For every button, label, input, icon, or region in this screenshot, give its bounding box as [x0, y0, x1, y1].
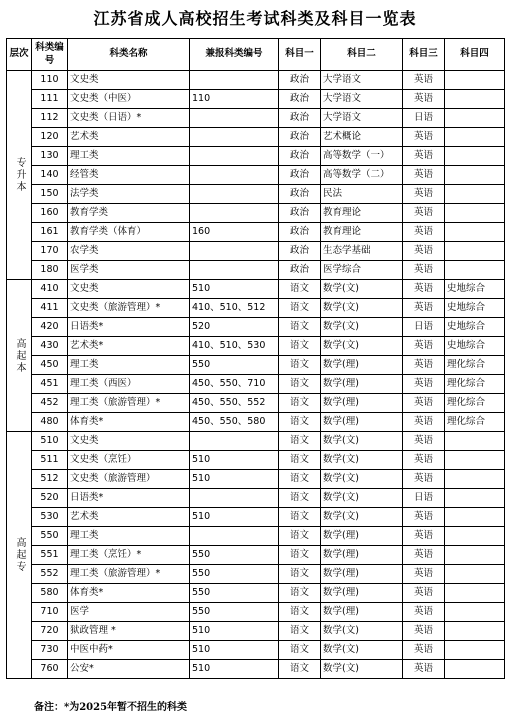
- table-cell: [445, 147, 505, 166]
- table-cell: 理工类: [68, 356, 190, 375]
- table-cell: 中医中药*: [68, 641, 190, 660]
- table-cell: 510: [190, 660, 279, 679]
- table-cell: 教育理论: [321, 223, 403, 242]
- table-cell: 文史类（日语）*: [68, 109, 190, 128]
- table-cell: 170: [32, 242, 68, 261]
- table-cell: 110: [32, 71, 68, 90]
- table-cell: 180: [32, 261, 68, 280]
- table-cell: 理化综合: [445, 394, 505, 413]
- table-cell: 政治: [279, 166, 321, 185]
- table-cell: 语文: [279, 603, 321, 622]
- table-cell: 英语: [403, 242, 445, 261]
- table-cell: 语文: [279, 394, 321, 413]
- table-cell: 数学(文): [321, 299, 403, 318]
- table-cell: 480: [32, 413, 68, 432]
- table-cell: 体育类*: [68, 413, 190, 432]
- table-row: [7, 394, 505, 413]
- table-cell: [445, 660, 505, 679]
- table-cell: 英语: [403, 185, 445, 204]
- table-cell: 英语: [403, 223, 445, 242]
- table-cell: 语文: [279, 299, 321, 318]
- table-cell: 数学(文): [321, 451, 403, 470]
- table-cell: 生态学基础: [321, 242, 403, 261]
- table-cell: 430: [32, 337, 68, 356]
- table-cell: 英语: [403, 375, 445, 394]
- table-cell: 112: [32, 109, 68, 128]
- table-cell: 550: [190, 584, 279, 603]
- table-cell: 数学(文): [321, 280, 403, 299]
- table-cell: 550: [190, 565, 279, 584]
- table-cell: 数学(理): [321, 356, 403, 375]
- table-row: [7, 660, 505, 679]
- table-cell: 数学(文): [321, 432, 403, 451]
- header-cell: 科目一: [279, 39, 321, 71]
- table-row: [7, 603, 505, 622]
- table-cell: 教育学类（体育）: [68, 223, 190, 242]
- table-cell: 510: [190, 470, 279, 489]
- table-cell: 语文: [279, 565, 321, 584]
- table-cell: 语文: [279, 660, 321, 679]
- table-cell: 512: [32, 470, 68, 489]
- table-cell: 语文: [279, 356, 321, 375]
- table-cell: 数学(文): [321, 337, 403, 356]
- table-cell: 政治: [279, 128, 321, 147]
- table-cell: 语文: [279, 432, 321, 451]
- table-cell: 艺术类*: [68, 337, 190, 356]
- table-cell: 英语: [403, 147, 445, 166]
- table-cell: 文史类（旅游管理）: [68, 470, 190, 489]
- table-row: [7, 128, 505, 147]
- table-cell: 140: [32, 166, 68, 185]
- table-row: [7, 565, 505, 584]
- table-cell: 510: [190, 622, 279, 641]
- table-cell: 语文: [279, 337, 321, 356]
- table-cell: 730: [32, 641, 68, 660]
- table-cell: 语文: [279, 622, 321, 641]
- table-cell: 550: [32, 527, 68, 546]
- table-cell: 政治: [279, 261, 321, 280]
- table-cell: [445, 546, 505, 565]
- header-cell: 科类编号: [32, 39, 68, 71]
- table-row: [7, 470, 505, 489]
- table-cell: 大学语文: [321, 90, 403, 109]
- table-cell: 理工类（西医）: [68, 375, 190, 394]
- table-cell: 英语: [403, 261, 445, 280]
- table-cell: 710: [32, 603, 68, 622]
- table-row: [7, 508, 505, 527]
- table-cell: 理化综合: [445, 375, 505, 394]
- table-cell: 英语: [403, 546, 445, 565]
- table-cell: 语文: [279, 584, 321, 603]
- table-cell: [190, 185, 279, 204]
- table-row: [7, 109, 505, 128]
- table-cell: 理工类（烹饪）*: [68, 546, 190, 565]
- table-cell: 公安*: [68, 660, 190, 679]
- table-cell: 450: [32, 356, 68, 375]
- table-row: [7, 584, 505, 603]
- table-cell: 理工类: [68, 147, 190, 166]
- table-cell: 160: [32, 204, 68, 223]
- table-cell: 高等数学（二）: [321, 166, 403, 185]
- table-cell: 文史类（中医）: [68, 90, 190, 109]
- table-cell: 数学(文): [321, 622, 403, 641]
- table-cell: 民法: [321, 185, 403, 204]
- table-cell: 语文: [279, 641, 321, 660]
- table-cell: 510: [190, 280, 279, 299]
- table-cell: 数学(理): [321, 394, 403, 413]
- table-cell: 文史类（旅游管理）*: [68, 299, 190, 318]
- table-cell: 英语: [403, 432, 445, 451]
- table-cell: 450、550、580: [190, 413, 279, 432]
- table-cell: 教育理论: [321, 204, 403, 223]
- table-cell: 政治: [279, 147, 321, 166]
- table-cell: [190, 527, 279, 546]
- table-cell: 史地综合: [445, 299, 505, 318]
- table-cell: [190, 489, 279, 508]
- table-cell: 551: [32, 546, 68, 565]
- table-cell: 510: [190, 641, 279, 660]
- table-cell: 510: [32, 432, 68, 451]
- table-cell: [445, 527, 505, 546]
- table-row: [7, 185, 505, 204]
- subject-table: [6, 38, 505, 679]
- table-cell: 英语: [403, 128, 445, 147]
- table-cell: 法学类: [68, 185, 190, 204]
- table-cell: 英语: [403, 603, 445, 622]
- table-cell: 高等数学（一）: [321, 147, 403, 166]
- table-cell: 语文: [279, 489, 321, 508]
- table-row: [7, 318, 505, 337]
- table-cell: 教育学类: [68, 204, 190, 223]
- table-row: [7, 280, 505, 299]
- table-row: [7, 375, 505, 394]
- table-cell: 550: [190, 546, 279, 565]
- table-cell: 医学: [68, 603, 190, 622]
- table-cell: 110: [190, 90, 279, 109]
- table-cell: 政治: [279, 204, 321, 223]
- table-cell: [445, 622, 505, 641]
- table-cell: 艺术类: [68, 128, 190, 147]
- table-cell: 政治: [279, 90, 321, 109]
- table-cell: 410、510、530: [190, 337, 279, 356]
- table-cell: 狱政管理 *: [68, 622, 190, 641]
- table-cell: 文史类（烹饪）: [68, 451, 190, 470]
- table-cell: 511: [32, 451, 68, 470]
- table-row: [7, 90, 505, 109]
- table-cell: 史地综合: [445, 337, 505, 356]
- table-cell: 理工类（旅游管理）*: [68, 565, 190, 584]
- level-cell: 高起本: [7, 280, 32, 432]
- table-cell: 英语: [403, 527, 445, 546]
- footnote: 备注：*为2025年暂不招生的科类: [34, 702, 188, 713]
- table-cell: [190, 128, 279, 147]
- table-cell: 语文: [279, 413, 321, 432]
- table-cell: 450、550、552: [190, 394, 279, 413]
- table-row: [7, 641, 505, 660]
- table-row: [7, 223, 505, 242]
- table-row: [7, 451, 505, 470]
- table-cell: 日语类*: [68, 318, 190, 337]
- header-cell: 兼报科类编号: [190, 39, 279, 71]
- table-cell: 大学语文: [321, 71, 403, 90]
- table-row: [7, 356, 505, 375]
- table-row: [7, 166, 505, 185]
- table-cell: [445, 432, 505, 451]
- table-cell: 英语: [403, 413, 445, 432]
- table-cell: 语文: [279, 546, 321, 565]
- table-cell: 英语: [403, 337, 445, 356]
- table-cell: 530: [32, 508, 68, 527]
- table-cell: 日语: [403, 489, 445, 508]
- page-title: 江苏省成人高校招生考试科类及科目一览表: [93, 9, 417, 28]
- table-cell: 语文: [279, 318, 321, 337]
- table-cell: 英语: [403, 641, 445, 660]
- table-row: [7, 337, 505, 356]
- table-cell: 英语: [403, 622, 445, 641]
- table-cell: 数学(文): [321, 660, 403, 679]
- table-cell: 数学(文): [321, 489, 403, 508]
- table-cell: 550: [190, 603, 279, 622]
- table-cell: 451: [32, 375, 68, 394]
- table-cell: 英语: [403, 356, 445, 375]
- table-cell: 510: [190, 451, 279, 470]
- table-row: [7, 546, 505, 565]
- table-row: [7, 299, 505, 318]
- table-cell: 111: [32, 90, 68, 109]
- table-cell: [445, 508, 505, 527]
- table-cell: 452: [32, 394, 68, 413]
- table-cell: 510: [190, 508, 279, 527]
- table-cell: 理化综合: [445, 413, 505, 432]
- table-cell: 英语: [403, 508, 445, 527]
- table-cell: 日语: [403, 318, 445, 337]
- header-cell: 科目二: [321, 39, 403, 71]
- table-cell: 160: [190, 223, 279, 242]
- table-cell: 史地综合: [445, 318, 505, 337]
- header-cell: 科目三: [403, 39, 445, 71]
- table-cell: 医学类: [68, 261, 190, 280]
- table-cell: 英语: [403, 299, 445, 318]
- table-row: [7, 527, 505, 546]
- table-cell: 政治: [279, 185, 321, 204]
- table-cell: 史地综合: [445, 280, 505, 299]
- table-cell: [190, 204, 279, 223]
- table-cell: [445, 603, 505, 622]
- table-cell: 语文: [279, 280, 321, 299]
- table-cell: [445, 223, 505, 242]
- table-cell: 英语: [403, 584, 445, 603]
- table-cell: 数学(理): [321, 584, 403, 603]
- table-cell: 日语类*: [68, 489, 190, 508]
- header-cell: 科类名称: [68, 39, 190, 71]
- table-cell: 英语: [403, 451, 445, 470]
- table-cell: 760: [32, 660, 68, 679]
- table-cell: 数学(文): [321, 470, 403, 489]
- table-row: [7, 242, 505, 261]
- table-cell: [445, 584, 505, 603]
- table-row: [7, 489, 505, 508]
- table-cell: 文史类: [68, 71, 190, 90]
- table-cell: 语文: [279, 451, 321, 470]
- table-row: [7, 413, 505, 432]
- table-cell: 艺术类: [68, 508, 190, 527]
- table-cell: 医学综合: [321, 261, 403, 280]
- table-cell: 数学(理): [321, 375, 403, 394]
- table-cell: [190, 242, 279, 261]
- table-cell: 英语: [403, 204, 445, 223]
- table-cell: 410、510、512: [190, 299, 279, 318]
- table-cell: 420: [32, 318, 68, 337]
- table-row: [7, 622, 505, 641]
- table-cell: [445, 109, 505, 128]
- table-cell: [445, 489, 505, 508]
- table-cell: 数学(文): [321, 508, 403, 527]
- table-cell: 数学(理): [321, 565, 403, 584]
- table-cell: 数学(理): [321, 603, 403, 622]
- table-cell: [190, 71, 279, 90]
- header-cell: 层次: [7, 39, 32, 71]
- table-row: [7, 261, 505, 280]
- table-cell: 理工类: [68, 527, 190, 546]
- table-cell: 文史类: [68, 280, 190, 299]
- table-cell: 数学(理): [321, 413, 403, 432]
- table-cell: [190, 166, 279, 185]
- table-cell: [445, 451, 505, 470]
- table-cell: [445, 641, 505, 660]
- table-cell: 150: [32, 185, 68, 204]
- table-cell: 520: [190, 318, 279, 337]
- table-cell: 411: [32, 299, 68, 318]
- table-cell: [445, 90, 505, 109]
- table-cell: 英语: [403, 394, 445, 413]
- level-cell: 专升本: [7, 71, 32, 280]
- table-cell: 130: [32, 147, 68, 166]
- table-cell: 552: [32, 565, 68, 584]
- table-cell: 文史类: [68, 432, 190, 451]
- table-cell: [445, 565, 505, 584]
- table-cell: 英语: [403, 90, 445, 109]
- table-cell: 政治: [279, 242, 321, 261]
- table-cell: 英语: [403, 565, 445, 584]
- table-cell: 120: [32, 128, 68, 147]
- table-cell: [445, 128, 505, 147]
- table-cell: 720: [32, 622, 68, 641]
- table-cell: 语文: [279, 375, 321, 394]
- table-cell: [445, 470, 505, 489]
- level-cell: 高起专: [7, 432, 32, 679]
- table-cell: 农学类: [68, 242, 190, 261]
- table-cell: 英语: [403, 166, 445, 185]
- table-cell: 数学(文): [321, 318, 403, 337]
- table-cell: 550: [190, 356, 279, 375]
- table-cell: [445, 185, 505, 204]
- table-cell: 英语: [403, 660, 445, 679]
- table-cell: 数学(理): [321, 527, 403, 546]
- table-cell: [190, 261, 279, 280]
- table-cell: 450、550、710: [190, 375, 279, 394]
- table-cell: 英语: [403, 470, 445, 489]
- table-cell: 大学语文: [321, 109, 403, 128]
- table-cell: [445, 261, 505, 280]
- table-body: [7, 71, 505, 679]
- table-cell: [190, 432, 279, 451]
- table-cell: 语文: [279, 508, 321, 527]
- table-cell: 数学(文): [321, 641, 403, 660]
- table-cell: 数学(理): [321, 546, 403, 565]
- table-cell: [190, 147, 279, 166]
- table-row: [7, 147, 505, 166]
- table-cell: 日语: [403, 109, 445, 128]
- table-cell: 语文: [279, 527, 321, 546]
- table-cell: 政治: [279, 223, 321, 242]
- table-cell: [445, 204, 505, 223]
- table-cell: 理化综合: [445, 356, 505, 375]
- table-cell: 理工类（旅游管理）*: [68, 394, 190, 413]
- table-cell: [445, 166, 505, 185]
- header-row: [7, 39, 505, 71]
- table-row: [7, 204, 505, 223]
- table-cell: 410: [32, 280, 68, 299]
- table-cell: 艺术概论: [321, 128, 403, 147]
- table-cell: [445, 242, 505, 261]
- table-cell: 英语: [403, 280, 445, 299]
- table-cell: 语文: [279, 470, 321, 489]
- table-cell: 英语: [403, 71, 445, 90]
- table-row: [7, 71, 505, 90]
- table-cell: 161: [32, 223, 68, 242]
- header-cell: 科目四: [445, 39, 505, 71]
- table-cell: 520: [32, 489, 68, 508]
- table-cell: 经管类: [68, 166, 190, 185]
- table-cell: 政治: [279, 71, 321, 90]
- table-cell: 政治: [279, 109, 321, 128]
- table-cell: [190, 109, 279, 128]
- table-cell: 580: [32, 584, 68, 603]
- table-cell: [445, 71, 505, 90]
- table-row: [7, 432, 505, 451]
- table-cell: 体育类*: [68, 584, 190, 603]
